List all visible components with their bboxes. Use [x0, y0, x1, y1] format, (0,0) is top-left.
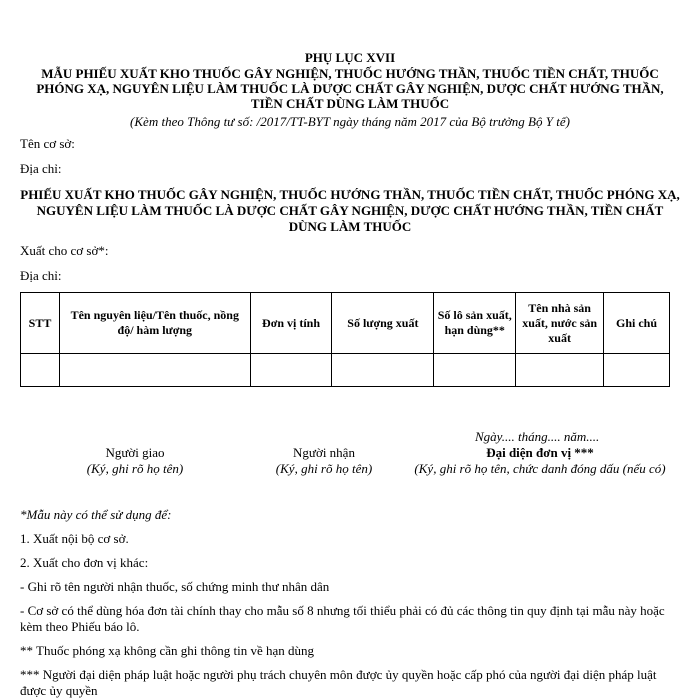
note-invoice: - Cơ sở có thể dùng hóa đơn tài chính thay cho mẫu số 8 nhưng tối thiểu phải có đủ các thông tin quy định tại mẫu này hoặc kèm theo Phiếu báo lô.: [20, 603, 665, 634]
giver-label: Người giao: [105, 445, 165, 460]
form-template-title: MẪU PHIẾU XUẤT KHO THUỐC GÂY NGHIỆN, THUỐC HƯỚNG THẦN, THUỐC TIỀN CHẤT, THUỐC PHÓNG XẠ, NGUYÊN LIỆU LÀM THUỐC LÀ DƯỢC CHẤT GÂY NGHIỆN, DƯỢC CHẤT HƯỚNG THẦN, TIỀN CHẤT DÙNG LÀM THUỐC: [36, 66, 664, 111]
appendix-title: PHỤ LỤC XVII: [304, 50, 396, 65]
date-line: Ngày.... tháng.... năm....: [475, 429, 600, 444]
col-header-quantity: Số lượng xuất: [332, 293, 434, 354]
recipient-address-label: Địa chỉ:: [20, 268, 62, 283]
note-external: 2. Xuất cho đơn vị khác:: [20, 555, 149, 570]
table-cell[interactable]: [604, 354, 670, 387]
col-header-notes: Ghi chú: [604, 293, 670, 354]
col-header-manufacturer: Tên nhà sản xuất, nước sản xuất: [516, 293, 604, 354]
note-radioactive: ** Thuốc phóng xạ không cần ghi thông tin về hạn dùng: [20, 643, 315, 658]
note-internal: 1. Xuất nội bộ cơ sở.: [20, 531, 129, 546]
facility-address-label: Địa chỉ:: [20, 161, 62, 176]
giver-note: (Ký, ghi rõ họ tên): [86, 461, 184, 476]
circular-reference: (Kèm theo Thông tư số: /2017/TT-BYT ngày tháng năm 2017 của Bộ trưởng Bộ Y tế): [130, 114, 570, 129]
table-header-row: [21, 293, 670, 354]
col-header-lot-expiry: Số lô sản xuất, hạn dùng**: [434, 293, 516, 354]
representative-note: (Ký, ghi rõ họ tên, chức danh đóng dấu (nếu có): [414, 461, 666, 476]
col-header-item-name: Tên nguyên liệu/Tên thuốc, nồng độ/ hàm lượng: [59, 293, 250, 354]
table-row: [21, 354, 670, 387]
giver-signature: [70, 445, 200, 477]
note-recipient-id: - Ghi rõ tên người nhận thuốc, số chứng minh thư nhân dân: [20, 579, 330, 594]
table-cell[interactable]: [332, 354, 434, 387]
receiver-signature: [254, 445, 394, 477]
table-cell[interactable]: [21, 354, 60, 387]
col-header-stt: STT: [21, 293, 60, 354]
table-cell[interactable]: [59, 354, 250, 387]
table-cell[interactable]: [250, 354, 332, 387]
table-cell[interactable]: [434, 354, 516, 387]
note-intro: *Mẫu này có thể sử dụng để:: [20, 507, 172, 522]
table-cell[interactable]: [516, 354, 604, 387]
col-header-unit: Đơn vị tính: [250, 293, 332, 354]
receiver-label: Người nhận: [293, 445, 355, 460]
representative-signature: [395, 445, 685, 477]
signature-area: [20, 387, 680, 507]
form-title: PHIẾU XUẤT KHO THUỐC GÂY NGHIỆN, THUỐC HƯỚNG THẦN, THUỐC TIỀN CHẤT, THUỐC PHÓNG XẠ, NGUYÊN LIỆU LÀM THUỐC LÀ DƯỢC CHẤT GÂY NGHIỆN, DƯỢC CHẤT HƯỚNG THẦN, TIỀN CHẤT DÙNG LÀM THUỐC: [20, 187, 680, 234]
recipient-label: Xuất cho cơ sở*:: [20, 243, 109, 258]
footnotes: [20, 507, 680, 699]
receiver-note: (Ký, ghi rõ họ tên): [275, 461, 373, 476]
facility-name-label: Tên cơ sở:: [20, 136, 75, 151]
representative-label: Đại diện đơn vị ***: [486, 445, 594, 460]
note-representative: *** Người đại diện pháp luật hoặc người phụ trách chuyên môn được ủy quyền hoặc cấp phó của người đại diện pháp luật được ủy quyền: [20, 667, 657, 698]
items-table: [20, 292, 670, 387]
